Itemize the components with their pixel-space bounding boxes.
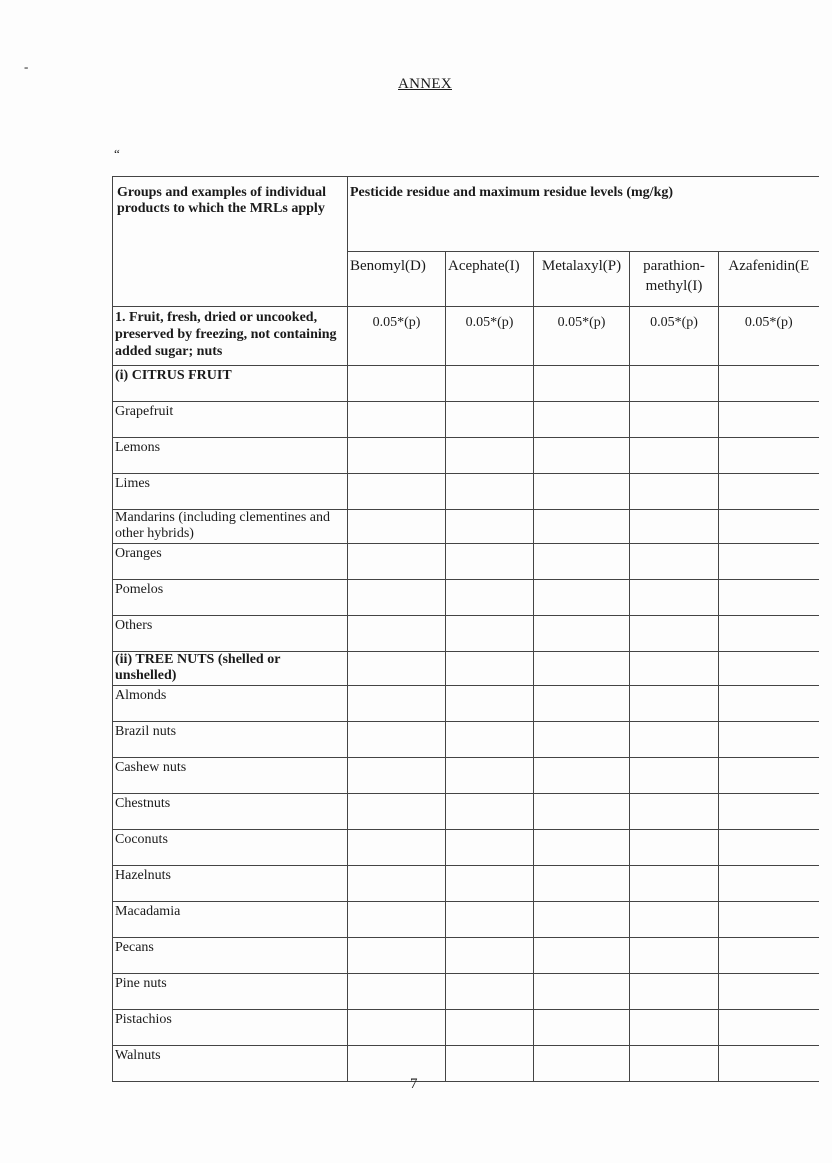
category-row-label: 1. Fruit, fresh, dried or uncooked, preserved by freezing, not containing added sugar; nuts <box>113 307 348 366</box>
table-row-label: Mandarins (including clementines and other hybrids) <box>113 510 348 544</box>
table-row-label: Chestnuts <box>113 794 348 830</box>
page-title: ANNEX <box>398 76 452 92</box>
table-row-label: Coconuts <box>113 830 348 866</box>
mrl-table <box>112 176 819 1082</box>
subgroup-heading: (i) CITRUS FRUIT <box>113 366 348 402</box>
table-row-label: Oranges <box>113 544 348 580</box>
table-row-label: Pomelos <box>113 580 348 616</box>
pesticide-name: Benomyl(D) <box>348 252 446 307</box>
page-number: 7 <box>410 1076 418 1092</box>
mrl-value: 0.05*(p) <box>719 307 819 366</box>
opening-quote-mark: “ <box>114 146 120 161</box>
table-row-label: Limes <box>113 474 348 510</box>
pesticide-name: Metalaxyl(P) <box>534 252 630 307</box>
pesticide-name: Azafenidin(E <box>719 252 819 307</box>
mrl-value: 0.05*(p) <box>446 307 534 366</box>
group-header: Groups and examples of individual products to which the MRLs apply <box>113 177 348 307</box>
table-row-label: Pistachios <box>113 1010 348 1046</box>
stray-dash: - <box>24 59 29 74</box>
pesticide-name: Acephate(I) <box>446 252 534 307</box>
pesticide-name: parathion-methyl(I) <box>630 252 719 307</box>
table-row-label: Pine nuts <box>113 974 348 1010</box>
table-row-label: Lemons <box>113 438 348 474</box>
table-row-label: Walnuts <box>113 1046 348 1082</box>
table-row-label: Cashew nuts <box>113 758 348 794</box>
mrl-value: 0.05*(p) <box>630 307 719 366</box>
table-row-label: Macadamia <box>113 902 348 938</box>
table-row-label: Pecans <box>113 938 348 974</box>
mrl-value: 0.05*(p) <box>534 307 630 366</box>
mrl-value: 0.05*(p) <box>348 307 446 366</box>
table-row-label: Grapefruit <box>113 402 348 438</box>
table-row-label: Others <box>113 616 348 652</box>
table-row-label: Brazil nuts <box>113 722 348 758</box>
subgroup-heading: (ii) TREE NUTS (shelled or unshelled) <box>113 652 348 686</box>
table-row-label: Hazelnuts <box>113 866 348 902</box>
table-row-label: Almonds <box>113 686 348 722</box>
pesticide-header: Pesticide residue and maximum residue levels (mg/kg) <box>348 177 819 252</box>
